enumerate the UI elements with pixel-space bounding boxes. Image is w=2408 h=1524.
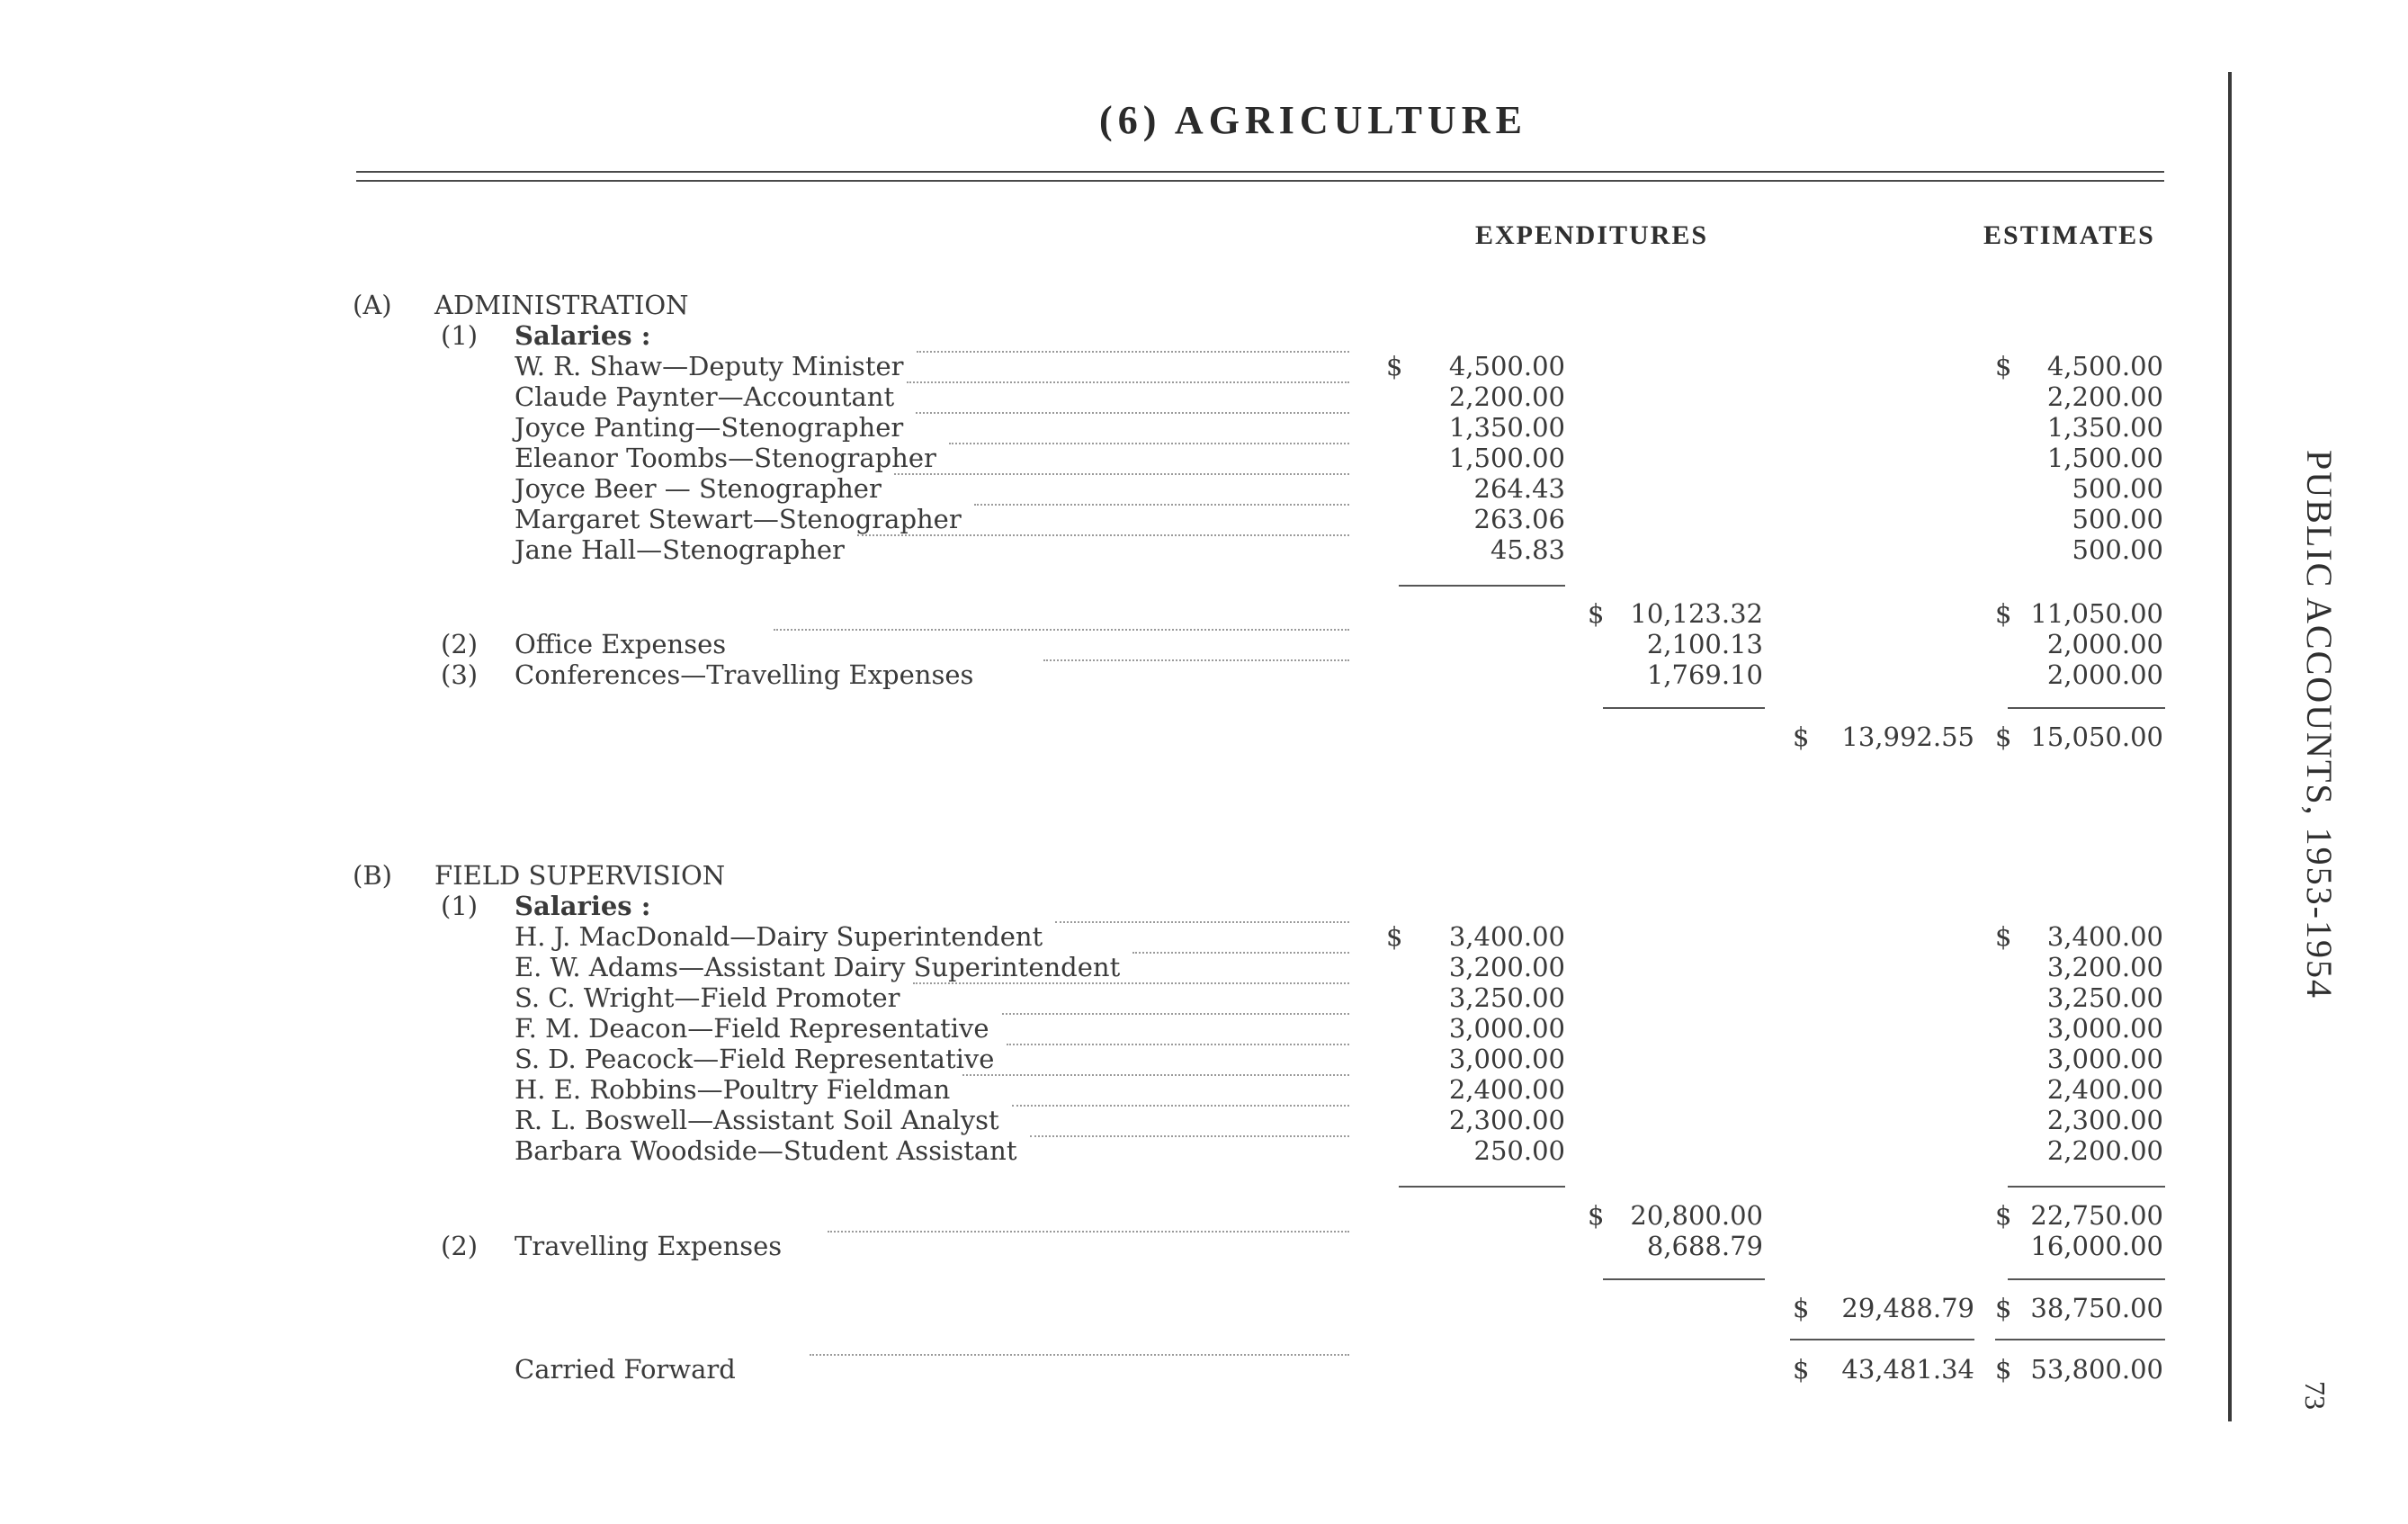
expenditure-amount: 263.06 [1473,504,1565,534]
section-a-salaries-total-row [0,598,2177,629]
estimate-amount: 3,200.00 [2046,952,2163,982]
estimate-amount: 1,500.00 [2046,443,2163,473]
subsection-heading-row [0,320,2177,351]
employee-name: S. C. Wright—Field Promoter [515,982,900,1013]
leader-dots [810,1354,1349,1356]
subsection-mark: (1) [441,891,479,921]
salary-row [0,443,2177,473]
underline [1790,1339,1974,1340]
employee-name: Barbara Woodside—Student Assistant [515,1135,1017,1166]
employee-name: Claude Paynter—Accountant [515,381,895,412]
employee-name: Eleanor Toombs—Stenographer [515,443,936,473]
dollar-sign: $ [1793,1293,1810,1323]
page-number: 73 [2299,1381,2332,1410]
dollar-sign: $ [1588,1200,1605,1231]
expenditure-amount: 1,769.10 [1646,659,1763,690]
column-header-estimates: ESTIMATES [1983,220,2155,250]
expenditure-amount: 1,500.00 [1448,443,1565,473]
title-rule-bottom [356,180,2164,182]
estimate-amount: 3,000.00 [2046,1044,2163,1074]
expenditure-amount: 2,400.00 [1448,1074,1565,1105]
subtotal-amount: 20,800.00 [1630,1200,1763,1231]
salary-row [0,1074,2177,1105]
employee-name: E. W. Adams—Assistant Dairy Superintendent [515,952,1121,982]
estimate-amount: 15,050.00 [2030,722,2163,752]
section-b-total-row [0,1293,2177,1323]
leader-dots [857,534,1349,536]
salary-row [0,473,2177,504]
estimate-amount: 53,800.00 [2030,1354,2163,1385]
salary-row [0,351,2177,381]
section-b-heading-row [0,860,2177,891]
section-heading: ADMINISTRATION [434,290,689,320]
underline [2008,1186,2165,1188]
travelling-expenses-row [0,1231,2177,1261]
dollar-sign: $ [1995,598,2012,629]
sidebar-rule [2228,72,2232,1421]
leader-dots [949,443,1349,444]
salary-row [0,982,2177,1013]
underline [2008,1278,2165,1280]
expenditure-amount: 250.00 [1473,1135,1565,1166]
item-label: Carried Forward [515,1354,736,1385]
dollar-sign: $ [1793,722,1810,752]
leader-dots [1002,1013,1349,1015]
dollar-sign: $ [1995,1354,2012,1385]
subsection-label: Salaries : [515,891,651,921]
employee-name: Joyce Panting—Stenographer [515,412,904,443]
office-expenses-row [0,629,2177,659]
leader-dots [962,1074,1349,1076]
underline [1995,1339,2165,1340]
subsection-label: Salaries : [515,320,651,351]
salary-row [0,1013,2177,1044]
item-mark: (3) [441,659,479,690]
subtotal-amount: 10,123.32 [1630,598,1763,629]
item-mark: (2) [441,629,479,659]
salary-row [0,412,2177,443]
employee-name: R. L. Boswell—Assistant Soil Analyst [515,1105,999,1135]
estimate-amount: 4,500.00 [2046,351,2163,381]
estimate-amount: 2,000.00 [2046,629,2163,659]
dollar-sign: $ [1386,351,1403,381]
expenditure-amount: 3,200.00 [1448,952,1565,982]
expenditure-amount: 2,300.00 [1448,1105,1565,1135]
estimate-amount: 2,200.00 [2046,381,2163,412]
salary-row [0,504,2177,534]
page-title: (6) AGRICULTURE [1099,98,1527,142]
employee-name: H. E. Robbins—Poultry Fieldman [515,1074,951,1105]
expenditure-amount: 1,350.00 [1448,412,1565,443]
conferences-row [0,659,2177,690]
expenditure-amount: 2,100.13 [1646,629,1763,659]
salary-row [0,1135,2177,1166]
expenditure-amount: 264.43 [1473,473,1565,504]
employee-name: S. D. Peacock—Field Representative [515,1044,995,1074]
underline [1603,707,1765,709]
employee-name: Joyce Beer — Stenographer [515,473,882,504]
leader-dots [1012,1105,1349,1107]
estimate-amount: 3,250.00 [2046,982,2163,1013]
subsection-heading-row [0,891,2177,921]
estimate-amount: 22,750.00 [2030,1200,2163,1231]
title-rule-top [356,171,2164,173]
dollar-sign: $ [1995,351,2012,381]
expenditure-amount: 3,000.00 [1448,1013,1565,1044]
employee-name: H. J. MacDonald—Dairy Superintendent [515,921,1043,952]
dollar-sign: $ [1995,722,2012,752]
column-header-expenditures: EXPENDITURES [1475,220,1709,250]
section-total-amount: 29,488.79 [1841,1293,1974,1323]
expenditure-amount: 3,250.00 [1448,982,1565,1013]
running-title: PUBLIC ACCOUNTS, 1953-1954 [2299,450,2340,1000]
leader-dots [774,629,1349,631]
estimate-amount: 38,750.00 [2030,1293,2163,1323]
expenditure-amount: 4,500.00 [1448,351,1565,381]
employee-name: F. M. Deacon—Field Representative [515,1013,989,1044]
salary-row [0,1044,2177,1074]
employee-name: Jane Hall—Stenographer [515,534,845,565]
underline [1399,585,1565,587]
estimate-amount: 2,400.00 [2046,1074,2163,1105]
dollar-sign: $ [1995,1200,2012,1231]
estimate-amount: 500.00 [2072,534,2163,565]
dollar-sign: $ [1995,1293,2012,1323]
expenditure-amount: 3,400.00 [1448,921,1565,952]
section-heading: FIELD SUPERVISION [434,860,726,891]
expenditure-amount: 2,200.00 [1448,381,1565,412]
item-label: Office Expenses [515,629,727,659]
estimate-amount: 3,400.00 [2046,921,2163,952]
underline [2008,707,2165,709]
underline [1603,1278,1765,1280]
section-mark: (A) [353,290,392,320]
estimate-amount: 500.00 [2072,473,2163,504]
leader-dots [917,351,1349,353]
item-label: Conferences—Travelling Expenses [515,659,974,690]
section-total-amount: 13,992.55 [1841,722,1974,752]
leader-dots [894,473,1349,475]
salary-row [0,921,2177,952]
estimate-amount: 16,000.00 [2030,1231,2163,1261]
estimate-amount: 2,300.00 [2046,1105,2163,1135]
leader-dots [1043,659,1349,661]
section-mark: (B) [353,860,392,891]
employee-name: Margaret Stewart—Stenographer [515,504,962,534]
underline [1399,1186,1565,1188]
leader-dots [1055,921,1349,923]
section-a-total-row [0,722,2177,752]
estimate-amount: 500.00 [2072,504,2163,534]
expenditure-amount: 45.83 [1490,534,1565,565]
salary-row [0,534,2177,565]
item-label: Travelling Expenses [515,1231,783,1261]
estimate-amount: 11,050.00 [2030,598,2163,629]
leader-dots [913,982,1349,984]
estimate-amount: 2,000.00 [2046,659,2163,690]
estimate-amount: 1,350.00 [2046,412,2163,443]
section-a-heading-row [0,290,2177,320]
leader-dots [916,412,1349,414]
estimate-amount: 2,200.00 [2046,1135,2163,1166]
expenditure-amount: 3,000.00 [1448,1044,1565,1074]
leader-dots [974,504,1349,506]
carried-forward-amount: 43,481.34 [1841,1354,1974,1385]
item-mark: (2) [441,1231,479,1261]
salary-row [0,952,2177,982]
leader-dots [1007,1044,1349,1045]
dollar-sign: $ [1588,598,1605,629]
salary-row [0,1105,2177,1135]
leader-dots [1030,1135,1349,1137]
subsection-mark: (1) [441,320,479,351]
dollar-sign: $ [1793,1354,1810,1385]
dollar-sign: $ [1995,921,2012,952]
dollar-sign: $ [1386,921,1403,952]
estimate-amount: 3,000.00 [2046,1013,2163,1044]
expenditure-amount: 8,688.79 [1646,1231,1763,1261]
section-b-salaries-total-row [0,1200,2177,1231]
carried-forward-row [0,1354,2177,1385]
leader-dots [907,381,1349,383]
leader-dots [828,1231,1349,1233]
leader-dots [1132,952,1349,954]
salary-row [0,381,2177,412]
employee-name: W. R. Shaw—Deputy Minister [515,351,904,381]
